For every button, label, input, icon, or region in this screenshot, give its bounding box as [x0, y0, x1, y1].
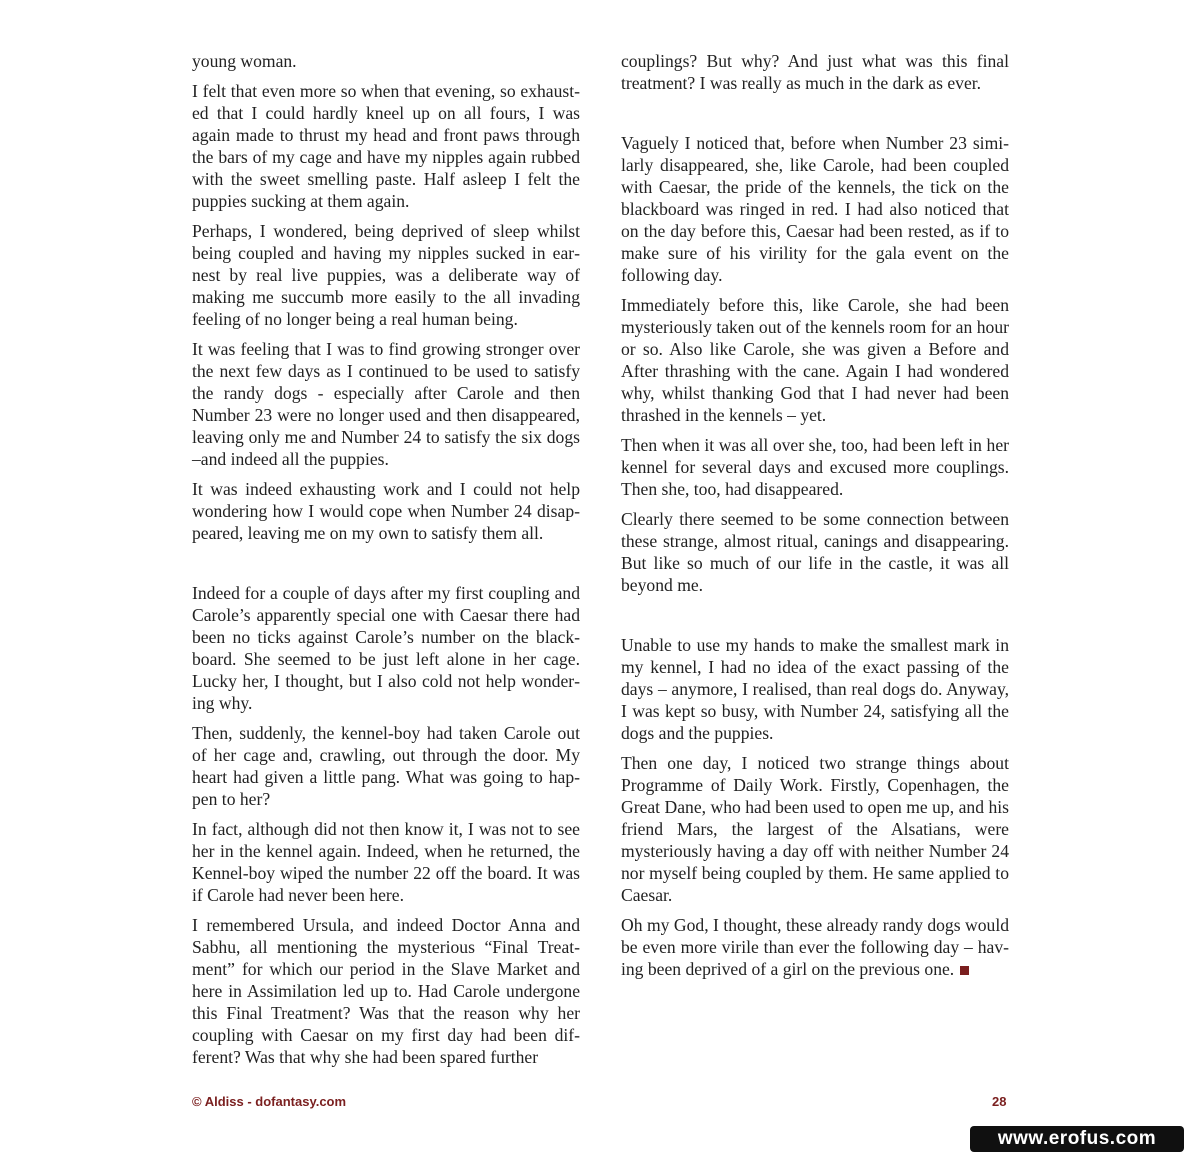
- paragraph: It was indeed exhausting work and I could not help wondering how I would cope when Number 24 disappeared, leaving me on my own to satisfy them all.: [192, 479, 580, 543]
- paragraph: Perhaps, I wondered, being deprived of sleep whilst being coupled and having my nipples sucked in earnest by real live puppies, was a deliberate way of making me succumb more easily to the all invading feeling of no longer being a real human being.: [192, 221, 580, 329]
- paragraph: Unable to use my hands to make the smallest mark in my kennel, I had no idea of the exact passing of the days – anymore, I realised, than real dogs do. Anyway, I was kept so busy, with Number 24, satisfying all the dogs and the puppies.: [621, 635, 1009, 743]
- paragraph: couplings? But why? And just what was this final treatment? I was really as much in the dark as ever.: [621, 51, 1009, 93]
- paragraph: Then, suddenly, the kennel-boy had taken Carole out of her cage and, crawling, out through the door. My heart had given a little pang. What was going to happen to her?: [192, 723, 580, 809]
- paragraph: It was feeling that I was to find growing stronger over the next few days as I continued to be used to satisfy the randy dogs - especially after Carole and then Number 23 were no longer used and then disappeared, leaving only me and Number 24 to satisfy the six dogs –and indeed all the puppies.: [192, 339, 580, 469]
- end-of-article-mark: [960, 966, 969, 975]
- final-paragraph: [621, 914, 1009, 980]
- paragraph: Vaguely I noticed that, before when Number 23 similarly disappeared, she, like Carole, had been coupled with Caesar, the pride of the kennels, the tick on the blackboard was ringed in red. I had also noticed that on the day before this, Caesar had been rested, as if to make sure of his virility for the gala event on the following day.: [621, 133, 1009, 285]
- paragraph: Clearly there seemed to be some connection between these strange, almost ritual, canings and disappearing. But like so much of our life in the castle, it was all beyond me.: [621, 509, 1009, 595]
- paragraph: Then one day, I noticed two strange things about Programme of Daily Work. Firstly, Copenhagen, the Great Dane, who had been used to open me up, and his friend Mars, the largest of the Alsatians, were mysteriously having a day off with neither Number 24 nor myself being coupled by them. He same applied to Caesar.: [621, 753, 1009, 905]
- paragraph: Indeed for a couple of days after my first coupling and Carole’s apparently special one with Caesar there had been no ticks against Carole’s number on the blackboard. She seemed to be just left alone in her cage. Lucky her, I thought, but I also cold not help wondering why.: [192, 583, 580, 713]
- paragraph: Immediately before this, like Carole, she had been mysteriously taken out of the kennels room for an hour or so. Also like Carole, she was given a Before and After thrashing with the cane. Again I had wondered why, whilst thanking God that I had never had been thrashed in the kennels – yet.: [621, 295, 1009, 425]
- right-column: [621, 50, 1009, 988]
- paragraph: Then when it was all over she, too, had been left in her kennel for several days and excused more couplings. Then she, too, had disappeared.: [621, 435, 1009, 499]
- paragraph: I felt that even more so when that evening, so exhausted that I could hardly kneel up on all fours, I was again made to thrust my head and front paws through the bars of my cage and have my nipples again rubbed with the sweet smelling paste. Half asleep I felt the puppies sucking at them again.: [192, 81, 580, 211]
- paragraph: I remembered Ursula, and indeed Doctor Anna and Sabhu, all mentioning the mysterious “Final Treatment” for which our period in the Slave Market and here in Assimilation led up to. Had Carole undergone this Final Treatment? Was that the reason why her coupling with Caesar on my first day had been different? Was that why she had been spared further: [192, 915, 580, 1067]
- paragraph-text: Oh my God, I thought, these already randy dogs would be even more virile than ever the following day – having been deprived of a girl on the previous one.: [621, 915, 1009, 979]
- watermark: www.erofus.com: [970, 1126, 1184, 1152]
- paragraph: young woman.: [192, 51, 297, 71]
- page-number: 28: [992, 1094, 1007, 1109]
- left-column: [192, 50, 580, 1076]
- footer-copyright: © Aldiss - dofantasy.com: [192, 1094, 347, 1109]
- paragraph: In fact, although did not then know it, I was not to see her in the kennel again. Indeed, when he returned, the Kennel-boy wiped the number 22 off the board. It was if Carole had never been here.: [192, 819, 580, 905]
